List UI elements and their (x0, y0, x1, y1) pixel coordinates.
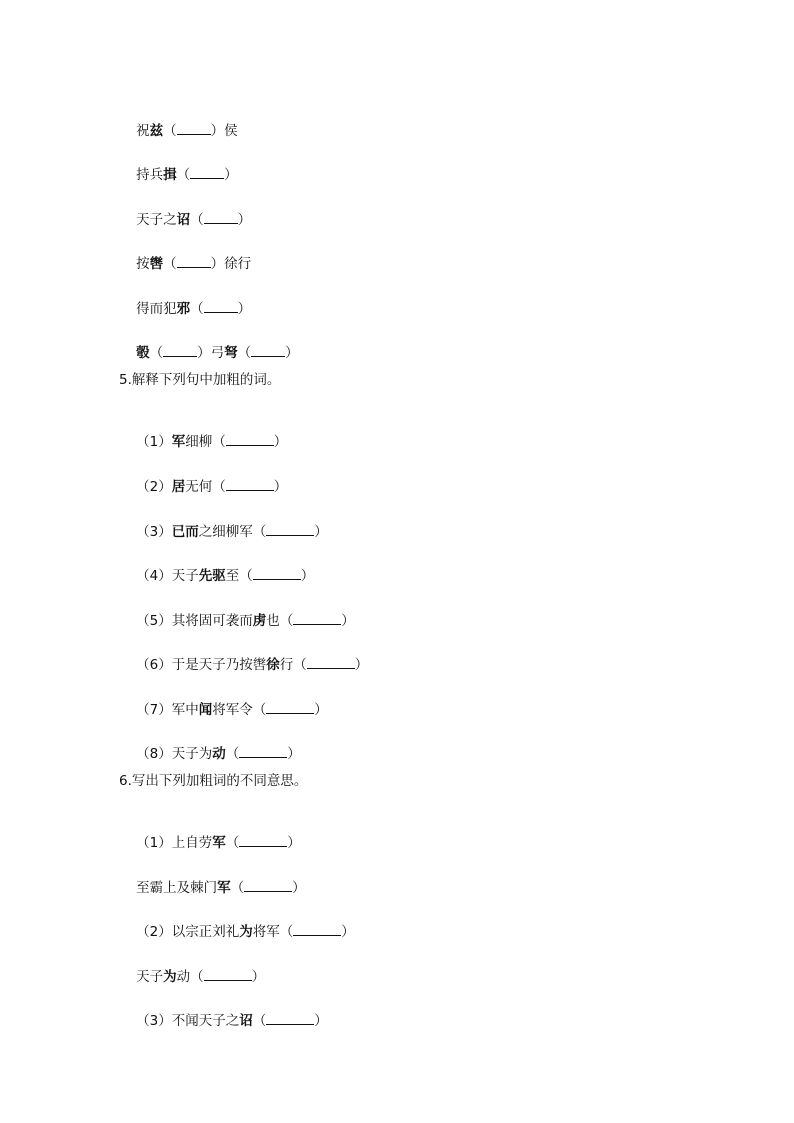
item-bold: 军 (171, 434, 186, 450)
item-bold: 动 (212, 746, 226, 762)
item-text: 将军 (252, 924, 280, 940)
answer-blank[interactable] (307, 656, 355, 669)
paren-open: （ (225, 835, 240, 851)
question-6-title: 6.写出下列加粗词的不同意思。 (119, 773, 308, 789)
paren-open: （ (190, 301, 204, 317)
paren-open: （ (176, 167, 191, 183)
paren-close: ） (237, 301, 252, 317)
vocab-tail: 侯 (224, 123, 238, 139)
paren-close: ） (237, 212, 252, 228)
vocab-bold: 兹 (149, 123, 164, 139)
answer-blank[interactable] (266, 1012, 314, 1025)
item-text: 也 (266, 613, 280, 629)
item-number: （1） (136, 434, 172, 450)
item-text: 天子 (171, 568, 199, 584)
answer-blank[interactable] (163, 344, 197, 357)
answer-blank[interactable] (204, 968, 252, 981)
item-bold: 诏 (239, 1013, 253, 1029)
item-number: （3） (136, 1013, 172, 1029)
paren-close: ） (300, 568, 315, 584)
paren-open: （ (163, 123, 177, 139)
paren-close: ） (197, 345, 211, 361)
answer-blank[interactable] (226, 433, 274, 446)
item-number: （6） (136, 657, 172, 673)
item-text: 上自劳 (171, 835, 213, 851)
paren-close: ） (273, 479, 288, 495)
paren-open: （ (239, 568, 253, 584)
item-bold: 已而 (171, 524, 199, 540)
vocab-bold: 彀 (136, 345, 150, 361)
vocab-text: 祝 (136, 123, 150, 139)
vocab-text: 得而犯 (136, 301, 177, 317)
paren-close: ） (210, 123, 225, 139)
answer-blank[interactable] (239, 745, 287, 758)
paren-close: ） (314, 1013, 328, 1029)
item-text: 不闻天子之 (171, 1013, 240, 1029)
paren-open: （ (212, 479, 226, 495)
paren-open: （ (252, 524, 267, 540)
paren-open: （ (279, 924, 294, 940)
answer-blank[interactable] (293, 612, 341, 625)
answer-blank[interactable] (190, 166, 224, 179)
paren-close: ） (285, 345, 299, 361)
item-bold: 军 (212, 835, 226, 851)
q6-item-3 (119, 994, 328, 1048)
item-bold: 先驱 (198, 568, 226, 584)
item-bold: 军 (217, 880, 231, 896)
item-text: 动 (176, 969, 191, 985)
paren-open: （ (190, 969, 204, 985)
item-number: （5） (136, 613, 172, 629)
item-text: 行 (279, 657, 294, 673)
item-text: 无何 (185, 479, 213, 495)
paren-open: （ (190, 212, 204, 228)
item-number: （3） (136, 524, 172, 540)
item-number: （8） (136, 746, 172, 762)
paren-open: （ (163, 256, 177, 272)
item-text: 其将固可袭而 (171, 613, 253, 629)
answer-blank[interactable] (177, 255, 211, 268)
paren-close: ） (341, 924, 355, 940)
paren-close: ） (251, 969, 266, 985)
item-bold: 闻 (198, 702, 213, 718)
paren-close: ） (287, 835, 301, 851)
paren-close: ） (292, 880, 306, 896)
item-number: （7） (136, 702, 172, 718)
item-text: 于是天子乃按辔 (171, 657, 267, 673)
item-text: 天子为 (171, 746, 213, 762)
answer-blank[interactable] (266, 701, 314, 714)
item-bold: 居 (171, 479, 186, 495)
paren-close: ） (314, 524, 328, 540)
paren-close: ） (224, 167, 238, 183)
answer-blank[interactable] (253, 567, 301, 580)
paren-open: （ (212, 434, 226, 450)
answer-blank[interactable] (177, 122, 211, 135)
paren-open: （ (225, 746, 240, 762)
vocab-bold: 揖 (163, 167, 177, 183)
answer-blank[interactable] (293, 923, 341, 936)
paren-close: ） (287, 746, 301, 762)
item-text: 之细柳军 (198, 524, 253, 540)
item-text: 军中 (171, 702, 199, 718)
paren-open: （ (237, 345, 252, 361)
item-text: 至霸上及棘门 (136, 880, 218, 896)
vocab-bold: 弩 (224, 345, 238, 361)
answer-blank[interactable] (226, 478, 274, 491)
item-text: 以宗正刘礼 (171, 924, 240, 940)
paren-open: （ (293, 657, 307, 673)
item-number: （2） (136, 479, 172, 495)
vocab-bold: 诏 (176, 212, 191, 228)
item-text: 细柳 (185, 434, 213, 450)
answer-blank[interactable] (266, 523, 314, 536)
vocab-tail: 徐行 (224, 256, 252, 272)
paren-close: ） (341, 613, 355, 629)
question-5-title: 5.解释下列句中加粗的词。 (119, 372, 281, 388)
paren-open: （ (149, 345, 164, 361)
answer-blank[interactable] (251, 344, 285, 357)
vocab-text: 按 (136, 256, 150, 272)
paren-open: （ (252, 1013, 267, 1029)
item-number: （1） (136, 835, 172, 851)
item-number: （2） (136, 924, 172, 940)
paren-open: （ (252, 702, 267, 718)
item-bold: 为 (163, 969, 177, 985)
vocab-bold: 邪 (176, 301, 191, 317)
item-bold: 虏 (252, 613, 267, 629)
item-text: 天子 (136, 969, 164, 985)
item-text: 至 (225, 568, 240, 584)
answer-blank[interactable] (204, 300, 238, 313)
paren-open: （ (279, 613, 294, 629)
vocab-bold: 辔 (149, 256, 164, 272)
item-text: 将军令 (212, 702, 253, 718)
paren-close: ） (273, 434, 288, 450)
item-number: （4） (136, 568, 172, 584)
answer-blank[interactable] (204, 211, 238, 224)
item-bold: 徐 (266, 657, 280, 673)
vocab-text: 天子之 (136, 212, 177, 228)
item-bold: 为 (239, 924, 253, 940)
paren-open: （ (230, 880, 245, 896)
paren-close: ） (314, 702, 328, 718)
answer-blank[interactable] (244, 879, 292, 892)
vocab-text: 弓 (210, 345, 225, 361)
answer-blank[interactable] (239, 834, 287, 847)
paren-close: ） (354, 657, 369, 673)
vocab-text: 持兵 (136, 167, 164, 183)
paren-close: ） (210, 256, 225, 272)
